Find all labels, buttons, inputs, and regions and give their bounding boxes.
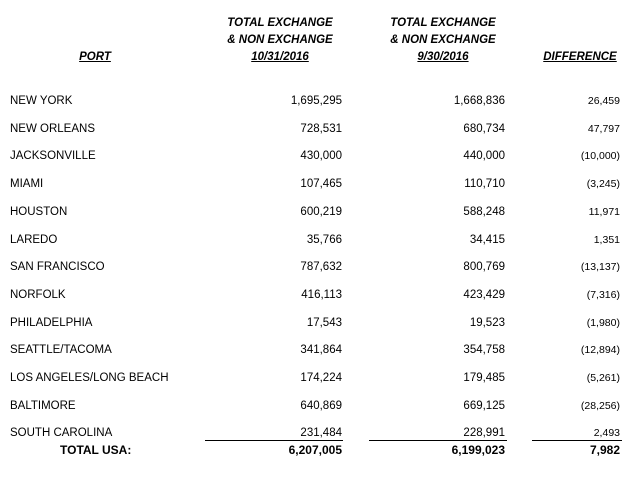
sep-value: 34,415 — [469, 233, 505, 246]
oct-value: 787,632 — [300, 261, 342, 274]
table-row — [0, 289, 640, 309]
table-row — [0, 206, 640, 226]
difference-value: 11,971 — [588, 205, 620, 218]
header-difference-label: DIFFERENCE — [543, 51, 617, 63]
difference-value: 2,493 — [593, 427, 620, 440]
sep-value: 228,991 — [463, 427, 505, 440]
difference-value: 47,797 — [587, 122, 620, 135]
port-name: BALTIMORE — [10, 399, 76, 412]
header-sep-2016 — [363, 15, 523, 66]
header-oct-line1: TOTAL EXCHANGE — [227, 17, 333, 29]
header-sep-line1: TOTAL EXCHANGE — [390, 17, 496, 29]
oct-value: 174,224 — [300, 372, 342, 384]
difference-value: (13,137) — [580, 261, 620, 274]
table-row — [0, 372, 640, 392]
sep-value: 110,710 — [464, 178, 505, 191]
oct-value: 341,864 — [300, 344, 342, 357]
oct-value: 35,766 — [306, 233, 342, 246]
difference-value: (12,894) — [580, 344, 620, 357]
port-name: PHILADELPHIA — [10, 316, 93, 329]
header-oct-2016 — [200, 15, 360, 66]
difference-value: (7,316) — [586, 288, 620, 301]
header-oct-line2: & NON EXCHANGE — [227, 34, 333, 46]
table-row — [0, 123, 640, 143]
table-row — [0, 317, 640, 337]
sep-value: 680,734 — [463, 122, 505, 135]
port-name: NORFOLK — [10, 288, 66, 301]
difference-value: (10,000) — [580, 150, 620, 163]
sep-value: 440,000 — [463, 150, 505, 163]
table-row — [0, 400, 640, 420]
total-rule-oct — [205, 440, 343, 441]
total-rule-diff — [532, 440, 622, 441]
total-sep-value: 6,199,023 — [451, 443, 505, 457]
total-diff-value: 7,982 — [589, 443, 620, 457]
header-sep-line2: & NON EXCHANGE — [390, 34, 496, 46]
sep-value: 354,758 — [463, 344, 505, 357]
oct-value: 1,695,295 — [290, 95, 342, 107]
sep-value: 669,125 — [463, 399, 505, 412]
header-sep-date: 9/30/2016 — [417, 51, 469, 63]
difference-value: (28,256) — [580, 399, 620, 412]
sep-value: 423,429 — [463, 288, 505, 301]
oct-value: 416,113 — [301, 288, 342, 301]
difference-value: 1,351 — [593, 233, 620, 246]
sep-value: 1,668,836 — [453, 95, 505, 107]
port-name: SEATTLE/TACOMA — [10, 344, 112, 357]
port-name: LOS ANGELES/LONG BEACH — [10, 372, 169, 384]
oct-value: 17,543 — [306, 316, 342, 329]
header-oct-date: 10/31/2016 — [251, 51, 309, 63]
port-name: SOUTH CAROLINA — [10, 427, 113, 440]
port-name: HOUSTON — [10, 205, 68, 218]
table-row — [0, 178, 640, 198]
sep-value: 800,769 — [463, 261, 505, 274]
total-oct-value: 6,207,005 — [288, 443, 342, 457]
port-name: NEW YORK — [10, 95, 73, 107]
difference-value: 26,459 — [587, 95, 620, 107]
sep-value: 588,248 — [463, 205, 505, 218]
difference-value: (3,245) — [586, 178, 620, 191]
total-label: TOTAL USA: — [60, 443, 132, 457]
oct-value: 231,484 — [300, 427, 342, 440]
port-name: LAREDO — [10, 233, 58, 246]
header-port — [40, 49, 150, 66]
port-name: JACKSONVILLE — [10, 150, 96, 163]
header-port-label: PORT — [79, 51, 111, 63]
sep-value: 19,523 — [469, 316, 505, 329]
oct-value: 107,465 — [300, 178, 342, 191]
total-rule-sep — [369, 440, 507, 441]
header-difference — [530, 49, 630, 66]
oct-value: 430,000 — [300, 150, 342, 163]
port-name: SAN FRANCISCO — [10, 261, 105, 274]
table-row — [0, 150, 640, 170]
table-row — [0, 234, 640, 254]
oct-value: 728,531 — [300, 122, 342, 135]
difference-value: (1,980) — [586, 316, 620, 329]
sep-value: 179,485 — [463, 372, 505, 384]
port-name: NEW ORLEANS — [10, 122, 95, 135]
oct-value: 600,219 — [300, 205, 342, 218]
difference-value: (5,261) — [586, 372, 620, 384]
table-row — [0, 261, 640, 281]
table-row — [0, 95, 640, 115]
oct-value: 640,869 — [300, 399, 342, 412]
port-name: MIAMI — [10, 178, 44, 191]
table-row — [0, 344, 640, 364]
total-row — [0, 443, 640, 463]
